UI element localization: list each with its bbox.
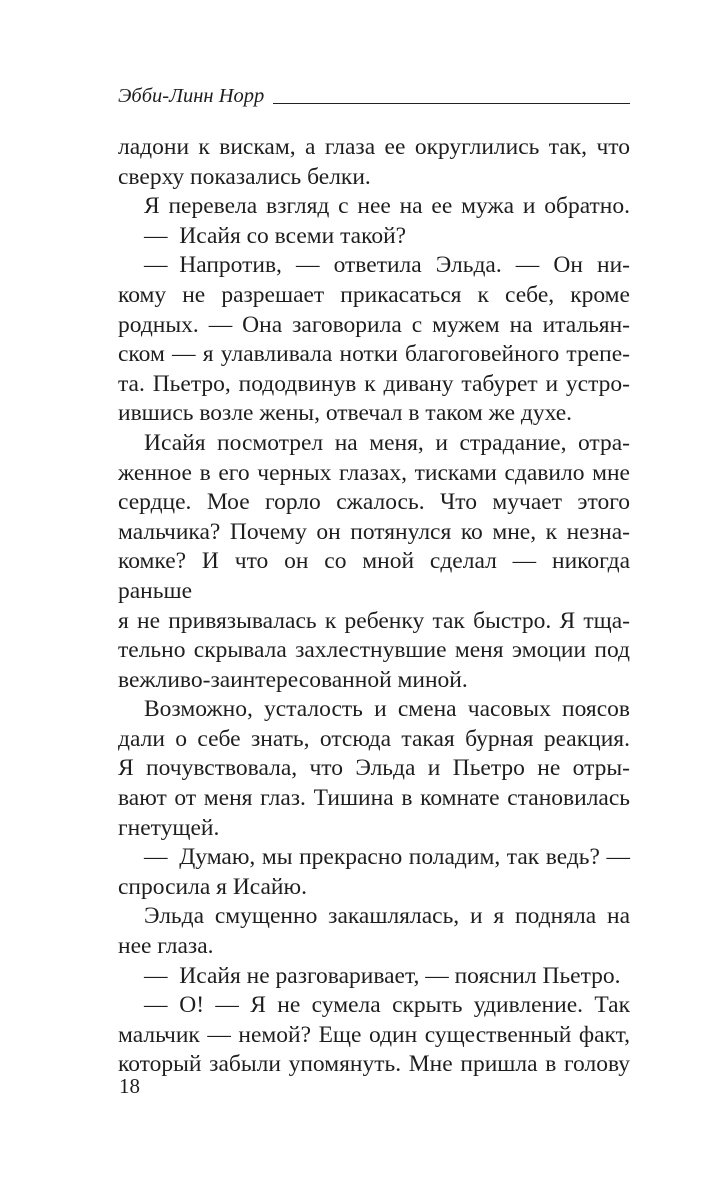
page-number: 18 bbox=[119, 1074, 140, 1098]
text-line: Исайя посмотрел на меня, и страдание, отра- bbox=[144, 429, 630, 456]
header-rule bbox=[273, 103, 630, 104]
text-line: вают от меня глаз. Тишина в комнате становилась bbox=[118, 785, 630, 812]
running-header bbox=[118, 84, 630, 108]
text-line: гнетущей. bbox=[118, 814, 220, 841]
text-line: родных. — Она заговорила с мужем на итальян- bbox=[118, 311, 630, 338]
text-line: дали о себе знать, отсюда такая бурная реакция. bbox=[118, 725, 630, 752]
text-line: Я почувствовала, что Эльда и Пьетро не отры- bbox=[118, 755, 630, 782]
text-line: ладони к вискам, а глаза ее округлились так, что bbox=[118, 134, 630, 160]
body-text bbox=[118, 133, 630, 1080]
text-line: мальчик — немой? Еще один существенный факт, bbox=[118, 1021, 630, 1048]
text-line: тельно скрывала захлестнувшие меня эмоции под bbox=[118, 637, 630, 664]
text-line: Эльда смущенно закашлялась, и я подняла на bbox=[144, 903, 630, 930]
text-line: Возможно, усталость и смена часовых поясов bbox=[144, 696, 630, 723]
text-line: спросила я Исайю. bbox=[118, 873, 307, 900]
text-line: женное в его черных глазах, тисками сдавило мне bbox=[118, 459, 630, 486]
text-line: ившись возле жены, отвечал в таком же духе. bbox=[118, 400, 573, 427]
author-name: Эбби-Линн Норр bbox=[118, 85, 265, 107]
text-line: который забыли упомянуть. Мне пришла в голову bbox=[118, 1051, 630, 1078]
text-line: Я перевела взгляд с нее на ее мужа и обратно. bbox=[144, 193, 630, 220]
text-line: сердце. Мое горло сжалось. Что мучает этого bbox=[118, 489, 630, 516]
text-line: вежливо-заинтересованной миной. bbox=[118, 666, 468, 693]
text-line: — Исайя со всеми такой? bbox=[144, 222, 407, 249]
text-line: — Думаю, мы прекрасно поладим, так ведь? — bbox=[144, 844, 630, 871]
text-line: та. Пьетро, пододвинув к дивану табурет и устро- bbox=[118, 370, 630, 397]
text-line: нее глаза. bbox=[118, 933, 214, 960]
text-line: сверху показались белки. bbox=[118, 163, 371, 190]
text-line: — Исайя не разговаривает, — пояснил Пьетро. bbox=[144, 962, 621, 989]
text-line: — О! — Я не сумела скрыть удивление. Так bbox=[144, 992, 630, 1019]
text-line: я не привязывалась к ребенку так быстро. Я тща- bbox=[118, 607, 630, 634]
text-line: комке? И что он со мной сделал — никогда раньше bbox=[118, 548, 630, 604]
text-line: кому не разрешает прикасаться к себе, кроме bbox=[118, 281, 630, 308]
text-line: — Напротив, — ответила Эльда. — Он ни- bbox=[144, 252, 630, 279]
text-line: ском — я улавливала нотки благоговейного трепе- bbox=[118, 341, 630, 368]
text-line: мальчика? Почему он потянулся ко мне, к незна- bbox=[118, 518, 630, 545]
